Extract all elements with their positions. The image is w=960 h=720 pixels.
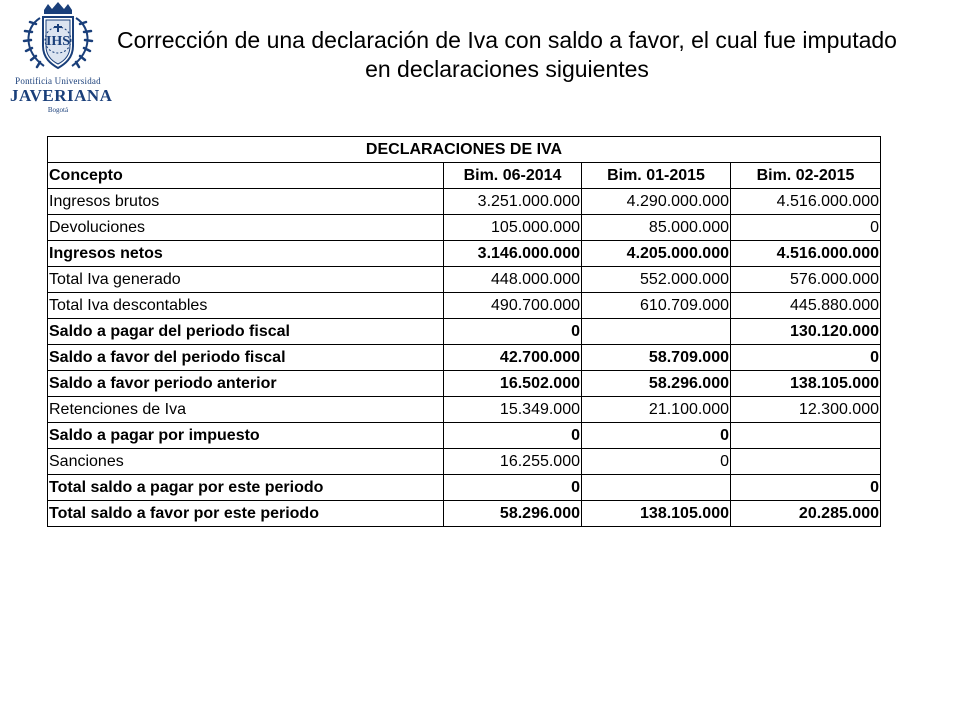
row-value: 3.251.000.000 — [444, 189, 582, 215]
row-value: 58.296.000 — [582, 371, 731, 397]
row-value: 576.000.000 — [731, 267, 881, 293]
row-value: 42.700.000 — [444, 345, 582, 371]
table-row — [48, 319, 881, 345]
row-label: Saldo a favor periodo anterior — [48, 371, 444, 397]
table-row — [48, 423, 881, 449]
row-value — [731, 423, 881, 449]
row-value — [582, 319, 731, 345]
table-row — [48, 501, 881, 527]
row-value: 58.296.000 — [444, 501, 582, 527]
table-row — [48, 215, 881, 241]
table-row — [48, 267, 881, 293]
row-label: Total saldo a pagar por este periodo — [48, 475, 444, 501]
row-value: 20.285.000 — [731, 501, 881, 527]
row-value: 4.516.000.000 — [731, 189, 881, 215]
row-label: Total Iva generado — [48, 267, 444, 293]
table-row — [48, 371, 881, 397]
row-label: Ingresos brutos — [48, 189, 444, 215]
table-caption-row — [48, 137, 881, 163]
row-value — [731, 449, 881, 475]
row-value: 138.105.000 — [582, 501, 731, 527]
row-value: 445.880.000 — [731, 293, 881, 319]
table-row — [48, 241, 881, 267]
iva-declarations-table — [47, 136, 881, 527]
row-value: 0 — [582, 423, 731, 449]
row-value: 130.120.000 — [731, 319, 881, 345]
row-value: 4.516.000.000 — [731, 241, 881, 267]
row-value: 610.709.000 — [582, 293, 731, 319]
row-value: 105.000.000 — [444, 215, 582, 241]
column-header-row — [48, 163, 881, 189]
row-value: 0 — [731, 215, 881, 241]
column-header-concepto: Concepto — [48, 163, 444, 189]
row-value: 15.349.000 — [444, 397, 582, 423]
row-value: 58.709.000 — [582, 345, 731, 371]
logo-line-3: Bogotá — [47, 106, 69, 114]
row-label: Sanciones — [48, 449, 444, 475]
row-label: Total saldo a favor por este periodo — [48, 501, 444, 527]
row-value: 138.105.000 — [731, 371, 881, 397]
row-value: 0 — [731, 345, 881, 371]
table-row — [48, 189, 881, 215]
column-header-bim-02-2015: Bim. 02-2015 — [731, 163, 881, 189]
emblem-ihs-text: IHS — [45, 34, 71, 49]
row-value: 490.700.000 — [444, 293, 582, 319]
row-value: 448.000.000 — [444, 267, 582, 293]
row-value: 0 — [444, 319, 582, 345]
row-value — [582, 475, 731, 501]
row-value: 16.255.000 — [444, 449, 582, 475]
row-label: Ingresos netos — [48, 241, 444, 267]
row-value: 0 — [444, 423, 582, 449]
row-value: 0 — [444, 475, 582, 501]
row-value: 85.000.000 — [582, 215, 731, 241]
row-value: 0 — [731, 475, 881, 501]
table-caption: DECLARACIONES DE IVA — [48, 137, 881, 163]
column-header-bim-06-2014: Bim. 06-2014 — [444, 163, 582, 189]
row-value: 552.000.000 — [582, 267, 731, 293]
row-label: Saldo a pagar del periodo fiscal — [48, 319, 444, 345]
row-value: 12.300.000 — [731, 397, 881, 423]
table-row — [48, 475, 881, 501]
table-row — [48, 449, 881, 475]
logo-line-2: JAVERIANA — [10, 86, 113, 105]
row-value: 4.205.000.000 — [582, 241, 731, 267]
logo-line-1: Pontificia Universidad — [15, 76, 101, 86]
row-value: 21.100.000 — [582, 397, 731, 423]
table-row — [48, 293, 881, 319]
row-value: 4.290.000.000 — [582, 189, 731, 215]
row-label: Saldo a pagar por impuesto — [48, 423, 444, 449]
column-header-bim-01-2015: Bim. 01-2015 — [582, 163, 731, 189]
table-row — [48, 345, 881, 371]
page-title: Corrección de una declaración de Iva con saldo a favor, el cual fue imputado en declaraciones siguientes — [117, 27, 897, 82]
row-label: Retenciones de Iva — [48, 397, 444, 423]
row-label: Devoluciones — [48, 215, 444, 241]
row-label: Saldo a favor del periodo fiscal — [48, 345, 444, 371]
row-label: Total Iva descontables — [48, 293, 444, 319]
row-value: 0 — [582, 449, 731, 475]
row-value: 16.502.000 — [444, 371, 582, 397]
row-value: 3.146.000.000 — [444, 241, 582, 267]
javeriana-emblem-icon — [10, 0, 106, 80]
table-row — [48, 397, 881, 423]
